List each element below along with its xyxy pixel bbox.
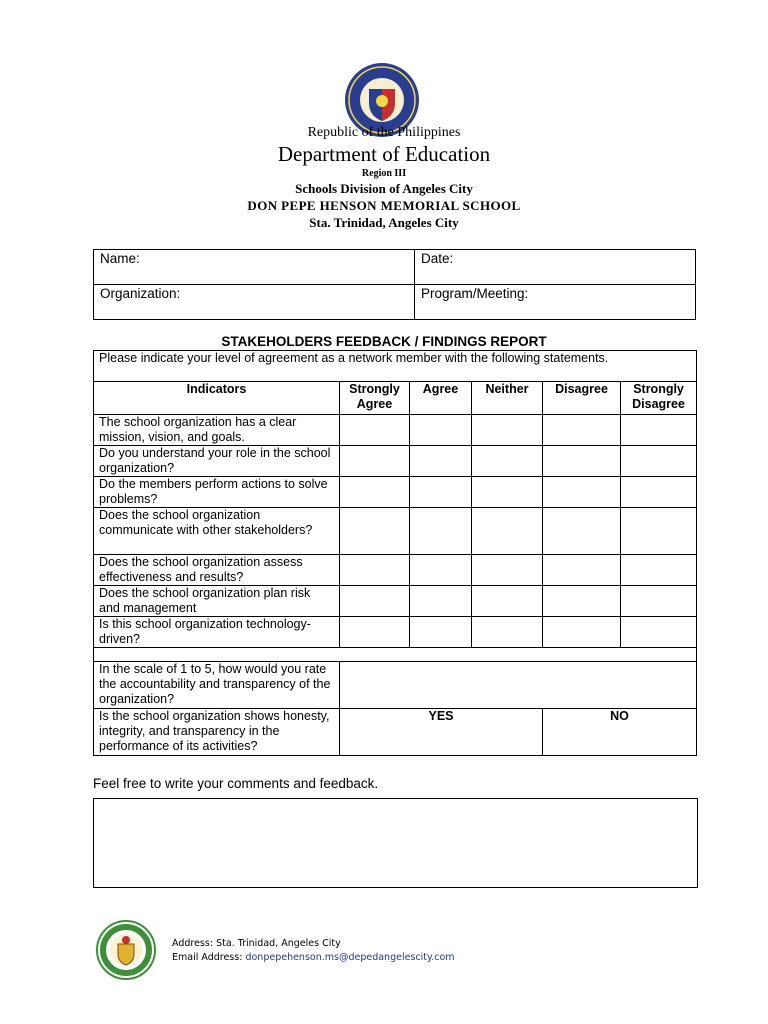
respondent-info-table <box>93 249 696 320</box>
indicator-row-label: Do you understand your role in the school organization? <box>94 446 340 477</box>
no-option[interactable]: NO <box>543 709 697 756</box>
region-heading: Region III <box>361 168 407 179</box>
rating-cell[interactable] <box>543 617 621 648</box>
rating-cell[interactable] <box>340 477 410 508</box>
instruction-text: Please indicate your level of agreement as a network member with the following statements. <box>94 351 697 382</box>
table-spacer-row <box>94 648 697 662</box>
date-label: Date: <box>421 251 454 266</box>
school-heading: DON PEPE HENSON MEMORIAL SCHOOL <box>247 198 521 213</box>
rating-cell[interactable] <box>621 446 697 477</box>
indicator-row-label: Is this school organization technology-driven? <box>94 617 340 648</box>
honesty-question: Is the school organization shows honesty, integrity, and transparency in the performance of its activities? <box>94 709 340 756</box>
footer-email-link[interactable]: donpepehenson.ms@depedangelescity.com <box>245 952 455 963</box>
rating-cell[interactable] <box>472 415 543 446</box>
rating-cell[interactable] <box>410 446 472 477</box>
footer-address-line <box>172 937 455 951</box>
footer-address-value: Sta. Trinidad, Angeles City <box>216 938 341 949</box>
division-heading: Schools Division of Angeles City <box>295 181 473 196</box>
yes-option[interactable]: YES <box>340 709 543 756</box>
rating-cell[interactable] <box>472 586 543 617</box>
footer-email-label: Email Address: <box>172 952 243 963</box>
program-label: Program/Meeting: <box>421 286 529 301</box>
rating-cell[interactable] <box>340 555 410 586</box>
comments-label: Feel free to write your comments and feedback. <box>93 776 379 791</box>
col-agree: Agree <box>410 382 472 415</box>
report-title: STAKEHOLDERS FEEDBACK / FINDINGS REPORT <box>221 334 547 349</box>
rating-cell[interactable] <box>472 555 543 586</box>
rating-cell[interactable] <box>340 508 410 555</box>
col-neither: Neither <box>472 382 543 415</box>
footer-email-line <box>172 951 455 965</box>
rating-cell[interactable] <box>410 586 472 617</box>
col-disagree: Disagree <box>543 382 621 415</box>
rating-cell[interactable] <box>340 617 410 648</box>
rating-cell[interactable] <box>543 555 621 586</box>
rating-cell[interactable] <box>472 446 543 477</box>
indicator-row-label: The school organization has a clear mission, vision, and goals. <box>94 415 340 446</box>
school-address-heading: Sta. Trinidad, Angeles City <box>309 215 459 230</box>
rating-cell[interactable] <box>621 508 697 555</box>
name-label: Name: <box>100 251 140 266</box>
rating-cell[interactable] <box>410 555 472 586</box>
rating-cell[interactable] <box>543 508 621 555</box>
rating-cell[interactable] <box>543 477 621 508</box>
col-strongly-agree: Strongly Agree <box>340 382 410 415</box>
rating-cell[interactable] <box>410 477 472 508</box>
rating-cell[interactable] <box>472 508 543 555</box>
rating-cell[interactable] <box>410 508 472 555</box>
rating-cell[interactable] <box>543 446 621 477</box>
rating-cell[interactable] <box>340 586 410 617</box>
date-field[interactable] <box>415 250 696 285</box>
footer-address-label: Address: <box>172 938 214 949</box>
department-heading: Department of Education <box>277 142 491 166</box>
rating-cell[interactable] <box>340 446 410 477</box>
rating-cell[interactable] <box>472 477 543 508</box>
rating-cell[interactable] <box>621 586 697 617</box>
indicator-row-label: Do the members perform actions to solve problems? <box>94 477 340 508</box>
rating-cell[interactable] <box>543 586 621 617</box>
rating-cell[interactable] <box>410 617 472 648</box>
col-strongly-disagree: Strongly Disagree <box>621 382 697 415</box>
scale-question: In the scale of 1 to 5, how would you rate the accountability and transparency of the organization? <box>94 662 340 709</box>
rating-cell[interactable] <box>621 415 697 446</box>
rating-cell[interactable] <box>410 415 472 446</box>
rating-cell[interactable] <box>340 415 410 446</box>
republic-heading: Republic of the Philippines <box>307 125 461 140</box>
rating-cell[interactable] <box>472 617 543 648</box>
indicator-row-label: Does the school organization plan risk and management <box>94 586 340 617</box>
school-logo-icon <box>96 920 156 980</box>
scale-answer-cell[interactable] <box>340 662 697 709</box>
footer-contact <box>172 937 455 965</box>
organization-label: Organization: <box>100 286 181 301</box>
comments-textbox[interactable] <box>93 798 698 888</box>
program-field[interactable] <box>415 285 696 320</box>
organization-field[interactable] <box>94 285 415 320</box>
col-indicators: Indicators <box>94 382 340 415</box>
indicator-row-label: Does the school organization communicate with other stakeholders? <box>94 508 340 555</box>
rating-cell[interactable] <box>543 415 621 446</box>
rating-cell[interactable] <box>621 477 697 508</box>
rating-cell[interactable] <box>621 555 697 586</box>
indicator-row-label: Does the school organization assess effectiveness and results? <box>94 555 340 586</box>
name-field[interactable] <box>94 250 415 285</box>
feedback-table <box>93 350 697 756</box>
rating-cell[interactable] <box>621 617 697 648</box>
